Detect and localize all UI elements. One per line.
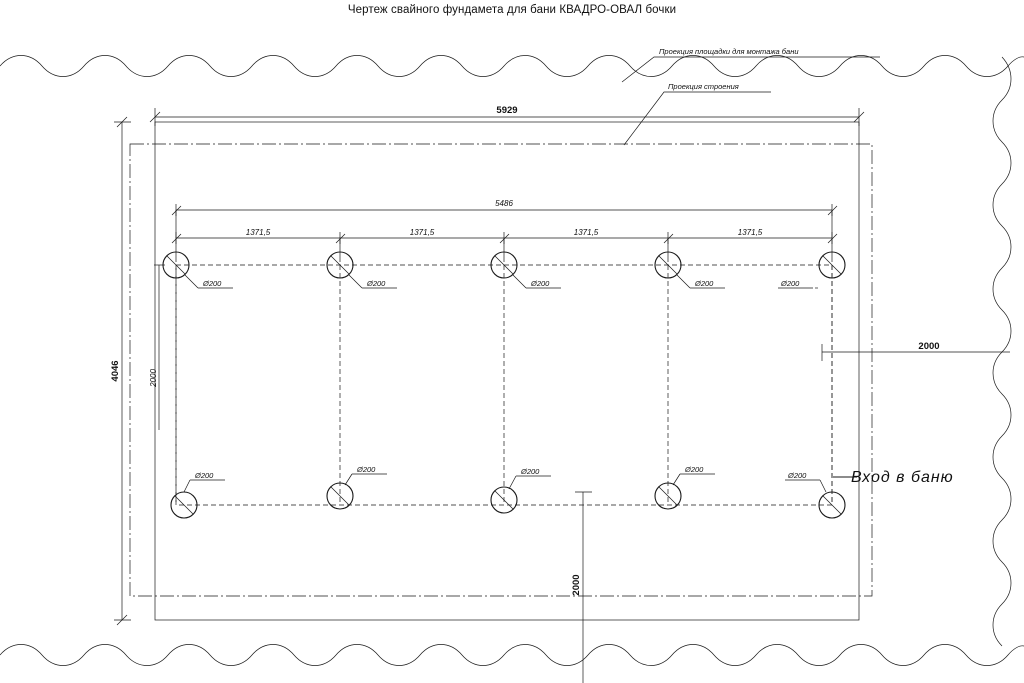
pile-bottom-1 [171,471,225,518]
building-projection-label: Проекция строения [668,82,739,91]
pile-bottom-2-label: Ø200 [357,465,376,474]
dim-left-offset-label: 2000 [149,369,158,387]
ground-wave-bottom [0,645,1024,666]
ground-wave-top [0,56,1024,77]
platform-outline [155,122,859,620]
pile-top-2-label: Ø200 [367,279,386,288]
dim-bay-4-label: 1371,5 [737,228,763,237]
dim-bay-slash-4 [828,234,837,243]
dim-inner-width-slash-right [828,206,837,215]
pile-top-3-label: Ø200 [531,279,550,288]
pile-top-4 [655,252,725,288]
dim-bay-3-label: 1371,5 [573,228,599,237]
pile-bottom-1-label: Ø200 [195,471,214,480]
building-projection-outline [130,144,872,596]
pile-top-2 [327,252,397,288]
pile-bottom-4-label: Ø200 [685,465,704,474]
pile-top-1-label: Ø200 [203,279,222,288]
dim-bay-slash-2 [500,234,509,243]
platform-projection-leader [622,57,880,82]
dim-bay-1-label: 1371,5 [245,228,271,237]
pile-bottom-5 [785,471,845,518]
pile-top-5 [778,252,845,288]
pile-top-1 [163,252,233,288]
pile-bottom-3-label: Ø200 [521,467,540,476]
pile-top-5-label: Ø200 [781,279,800,288]
pile-bottom-4 [655,465,715,509]
entrance-label: Вход в баню [851,469,954,486]
ground-wave-right [993,57,1011,646]
page-title: Чертеж свайного фундамета для бани КВАДРО-ОВАЛ бочки [347,4,677,16]
dim-overall-width-label: 5929 [496,105,518,116]
dim-inner-width-label: 5486 [495,199,513,208]
pile-bottom-2 [327,465,387,509]
pile-bottom-5-label: Ø200 [788,471,807,480]
pile-top-4-label: Ø200 [695,279,714,288]
pile-top-3 [491,252,561,288]
dim-bay-slash-3 [664,234,673,243]
pile-bottom-3 [491,467,551,513]
dim-bay-slash-0 [172,234,181,243]
platform-projection-label: Проекция площадки для монтажа бани [659,47,799,56]
dim-bay-2-label: 1371,5 [409,228,435,237]
dim-overall-height-label: 4046 [110,360,121,382]
dim-bottom-offset-label: 2000 [571,574,582,596]
dim-bay-slash-1 [336,234,345,243]
building-projection-leader [624,92,771,145]
dim-inner-width-slash-left [172,206,181,215]
dim-right-offset-label: 2000 [918,341,940,352]
